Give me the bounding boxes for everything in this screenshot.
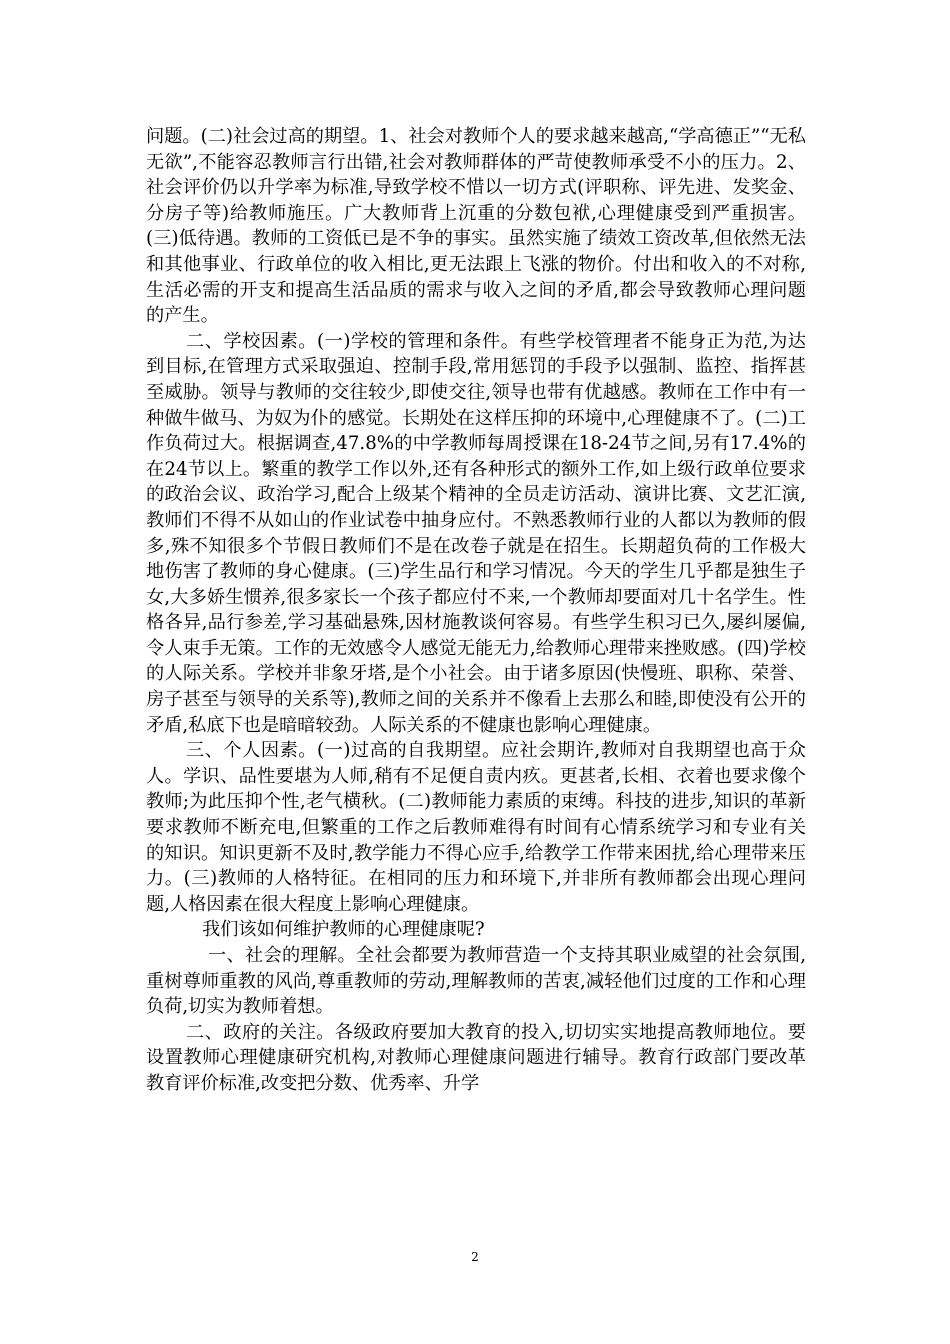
page-number: 2	[471, 1250, 479, 1264]
paragraph-school-factors: 二、学校因素。(一)学校的管理和条件。有些学校管理者不能身正为范,为达到目标,在管理方式采取强迫、控制手段,常用惩罚的手段予以强制、监控、指挥甚至威胁。领导与教师的交往较少,即使交往,领导也带有优越感。教师在工作中有一种做牛做马、为奴为仆的感觉。长期处在这样压抑的环境中,心理健康不了。(二)工作负荷过大。根据调查,47.8%的中学教师每周授课在18-24节之间,另有17.4%的在24节以上。繁重的教学工作以外,还有各种形式的额外工作,如上级行政单位要求的政治会议、政治学习,配合上级某个精神的全员走访活动、演讲比赛、文艺汇演,教师们不得不从如山的作业试卷中抽身应付。不熟悉教师行业的人都以为教师的假多,殊不知很多个节假日教师们不是在改卷子就是在招生。长期超负荷的工作极大地伤害了教师的身心健康。(三)学生品行和学习情况。今天的学生几乎都是独生子女,大多娇生惯养,很多家长一个孩子都应付不来,一个教师却要面对几十名学生。性格各异,品行参差,学习基础悬殊,因材施教谈何容易。有些学生积习已久,屡纠屡偏,令人束手无策。工作的无效感令人感觉无能无力,给教师心理带来挫败感。(四)学校的人际关系。学校并非象牙塔,是个小社会。由于诸多原因(快慢班、职称、荣誉、房子甚至与领导的关系等),教师之间的关系并不像看上去那么和睦,即使没有公开的矛盾,私底下也是暗暗较劲。人际关系的不健康也影响心理健康。	[146, 330, 806, 736]
paragraph-personal-factors: 三、个人因素。(一)过高的自我期望。应社会期许,教师对自我期望也高于众人。学识、品性要堪为人师,稍有不足便自责内疚。更甚者,长相、衣着也要求像个教师;为此压抑个性,老气横秋。(二)教师能力素质的束缚。科技的进步,知识的革新要求教师不断充电,但繁重的工作之后教师难得有时间有心情系统学习和专业有关的知识。知识更新不及时,教学能力不得心应手,给教学工作带来困扰,给心理带来压力。(三)教师的人格特征。在相同的压力和环境下,并非所有教师都会出现心理问题,人格因素在很大程度上影响心理健康。	[146, 740, 806, 915]
paragraph-government-attention: 二、政府的关注。各级政府要加大教育的投入,切切实实地提高教师地位。要设置教师心理健康研究机构,对教师心理健康问题进行辅导。教育行政部门要改革教育评价标准,改变把分数、优秀率、升学	[146, 1021, 806, 1094]
document-body	[146, 124, 806, 1097]
paragraph-society-understanding: 一、社会的理解。全社会都要为教师营造一个支持其职业威望的社会氛围,重树尊师重教的风尚,尊重教师的劳动,理解教师的苦衷,减轻他们过度的工作和心理负荷,切实为教师着想。	[146, 945, 806, 1018]
section-question-heading: 我们该如何维护教师的心理健康呢?	[202, 919, 485, 941]
paragraph-society-factors-continued: 问题。(二)社会过高的期望。1、社会对教师个人的要求越来越高,“学高德正”“无私无欲”,不能容忍教师言行出错,社会对教师群体的严苛使教师承受不小的压力。2、社会评价仍以升学率为标准,导致学校不惜以一切方式(评职称、评先进、发奖金、分房子等)给教师施压。广大教师背上沉重的分数包袱,心理健康受到严重损害。(三)低待遇。教师的工资低已是不争的事实。虽然实施了绩效工资改革,但依然无法和其他事业、行政单位的收入相比,更无法跟上飞涨的物价。付出和收入的不对称,生活必需的开支和提高生活品质的需求与收入之间的矛盾,都会导致教师心理问题的产生。	[146, 126, 806, 327]
